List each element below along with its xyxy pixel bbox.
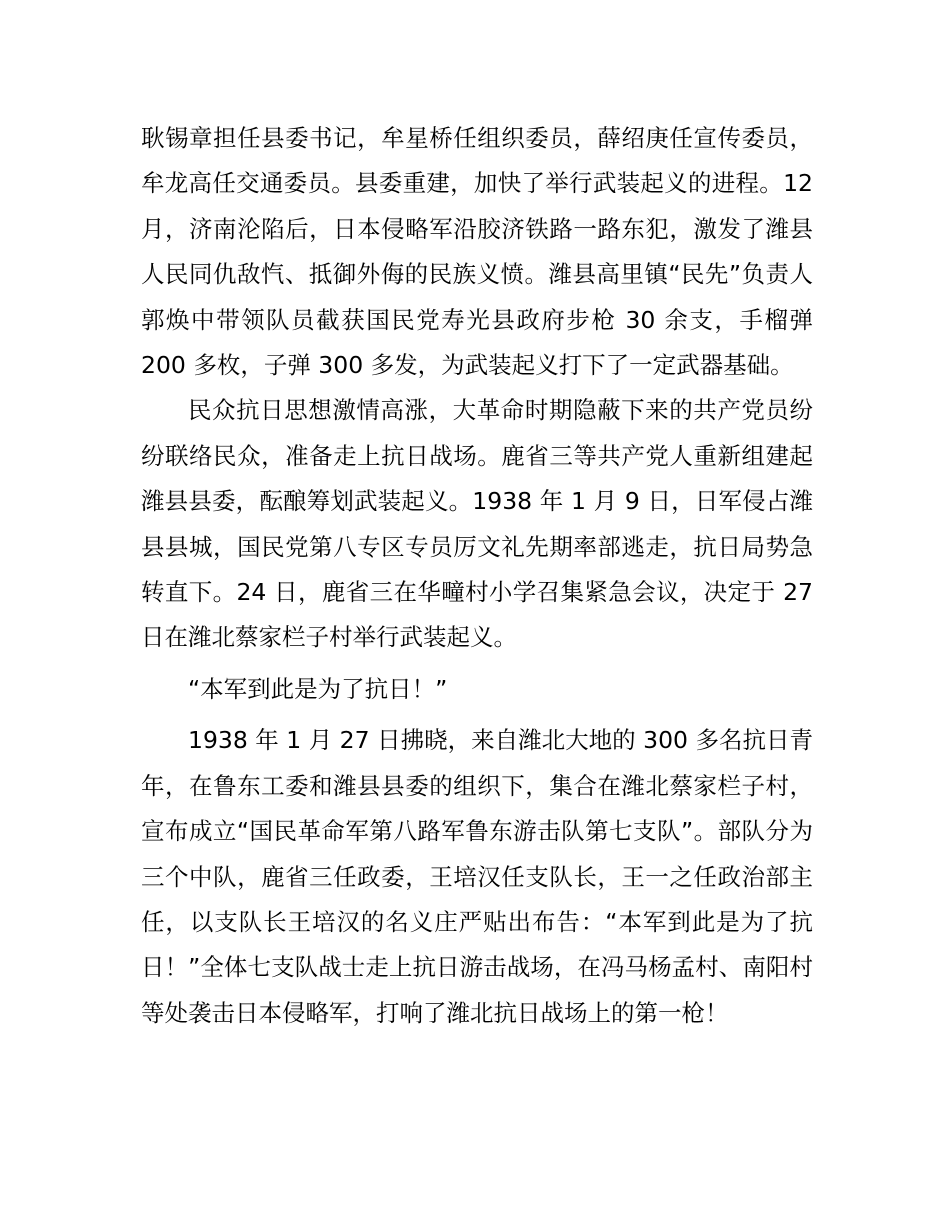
paragraph-2: 民众抗日思想激情高涨，大革命时期隐蔽下来的共产党员纷纷联络民众，准备走上抗日战场。鹿省三等共产党人重新组建起潍县县委，酝酿筹划武装起义。1938 年 1 月 9 日，日军侵占潍县县城，国民党第八专区专员厉文礼先期率部逃走，抗日局势急转直下。24 日，鹿省三在华疃村小学召集紧急会议，决定于 27 日在潍北蔡家栏子村举行武装起义。 [141,396,813,652]
paragraph-3: 1938 年 1 月 27 日拂晓，来自潍北大地的 300 多名抗日青年，在鲁东工委和潍县县委的组织下，集合在潍北蔡家栏子村，宣布成立“国民革命军第八路军鲁东游击队第七支队”。部队分为三个中队，鹿省三任政委，王培汉任支队长，王一之任政治部主任，以支队长王培汉的名义庄严贴出布告：“本军到此是为了抗日！”全体七支队战士走上抗日游击战场，在冯马杨孟村、南阳村等处袭击日本侵略军，打响了潍北抗日战场上的第一枪！ [141,726,813,1027]
paragraph-1: 耿锡章担任县委书记，牟星桥任组织委员，薛绍庚任宣传委员，牟龙高任交通委员。县委重建，加快了举行武装起义的进程。12 月，济南沦陷后，日本侵略军沿胶济铁路一路东犯，激发了潍县人民同仇敌忾、抵御外侮的民族义愤。潍县高里镇“民先”负责人郭焕中带领队员截获国民党寿光县政府步枪 30 余支，手榴弹 200 多枚，子弹 300 多发，为武装起义打下了一定武器基础。 [141,124,813,380]
body-text [141,116,813,1036]
section-heading: “本军到此是为了抗日！” [188,674,448,703]
